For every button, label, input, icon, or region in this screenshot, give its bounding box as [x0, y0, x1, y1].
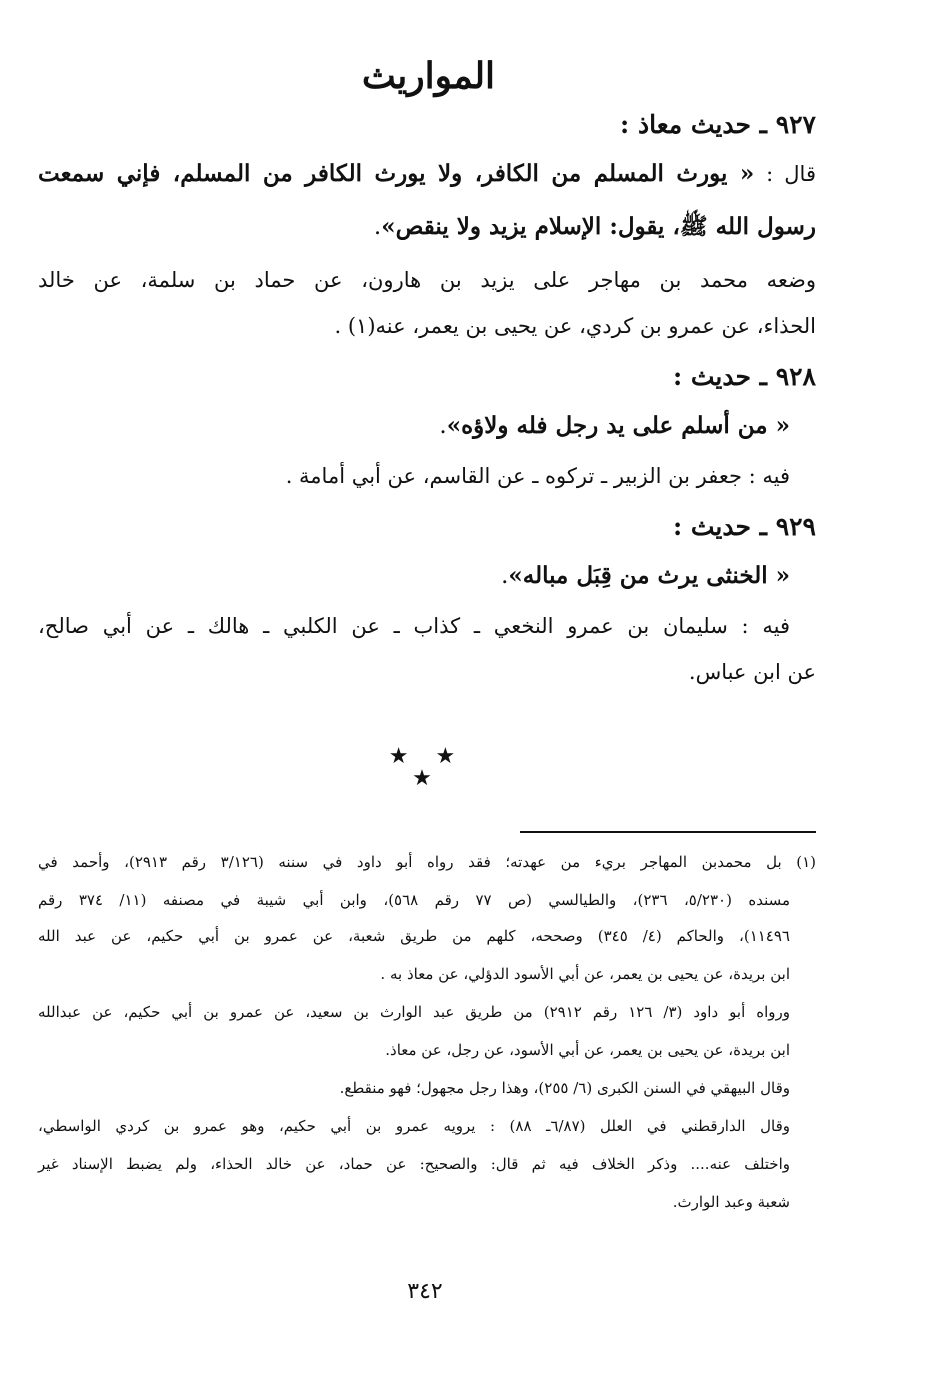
- page-number: ٣٤٢: [407, 1279, 443, 1304]
- hadith-928-matn-end: .: [439, 413, 447, 439]
- page-title: المواريث: [361, 55, 496, 97]
- section-separator-stars: ★ ★ ★: [388, 744, 466, 791]
- footnote-line-9: واختلف عنه.... وذكر الخلاف فيه ثم قال: والصحيح: عن حماد، عن خالد الحذاء، ولم يضبط الإسناد غير: [38, 1155, 790, 1173]
- footnote-line-6: ابن بريدة، عن يحيى بن يعمر، عن أبي الأسود، عن رجل، عن معاذ.: [385, 1041, 790, 1059]
- hadith-927-matn-1: « يورث المسلم من الكافر، ولا يورث الكافر من المسلم، فإني سمعت: [38, 160, 755, 187]
- footnote-line-7: وقال البيهقي في السنن الكبرى (٦/ ٢٥٥)، وهذا رجل مجهول؛ فهو منقطع.: [339, 1079, 790, 1097]
- hadith-927-note-line-1: وضعه محمد بن مهاجر على يزيد بن هارون، عن حماد بن سلمة، عن خالد: [38, 268, 816, 292]
- footnote-line-10: شعبة وعبد الوارث.: [672, 1193, 790, 1211]
- hadith-927-text-line-2: [300, 215, 816, 239]
- footnote-line-2: مسنده (٥/٢٣٠، ٢٣٦)، والطيالسي (ص ٧٧ رقم ٥٦٨)، وابن أبي شيبة في مصنفه (١١/ ٣٧٤ رقم: [38, 891, 791, 909]
- hadith-929-text: [500, 564, 790, 588]
- footnote-line-3: ١١٤٩٦)، والحاكم (٤/ ٣٤٥) وصححه، كلهم من طريق شعبة، عن عمرو بن أبي حكيم، عن عبد الله: [38, 927, 790, 945]
- hadith-928-matn: « من أسلم على يد رجل فله ولاؤه»: [446, 412, 790, 439]
- hadith-927-matn-2: رسول الله ﷺ، يقول: الإسلام يزيد ولا ينقص»: [381, 213, 816, 240]
- hadith-928-text: [420, 414, 790, 438]
- hadith-929-heading: ٩٢٩ ـ حديث :: [672, 512, 816, 541]
- footnote-line-4: ابن بريدة، عن يحيى بن يعمر، عن أبي الأسود الدؤلي، عن معاذ به .: [380, 965, 790, 983]
- hadith-927-matn-2-end: .: [373, 214, 382, 240]
- hadith-928-heading: ٩٢٨ ـ حديث :: [672, 362, 816, 391]
- hadith-929-note-line-2: عن ابن عباس.: [688, 660, 816, 684]
- footnote-line-8: وقال الدارقطني في العلل (٦/٨٧ـ ٨٨) : يرويه عمرو بن أبي حكيم، وهو عمرو بن كردي الواسطي،: [38, 1117, 790, 1135]
- hadith-929-matn: « الخنثى يرث من قِبَل مباله»: [508, 562, 790, 589]
- hadith-927-lead: قال :: [766, 162, 816, 186]
- footnote-line-5: ورواه أبو داود (٣/ ١٢٦ رقم ٢٩١٢) من طريق عبد الوارث بن سعيد، عن عمرو بن أبي حكيم، عن عبدالله: [38, 1003, 790, 1021]
- hadith-927-heading: ٩٢٧ ـ حديث معاذ :: [620, 110, 816, 139]
- footnote-line-1: (١) بل محمدبن المهاجر بريء من عهدته؛ فقد رواه أبو داود في سننه (٣/١٢٦ رقم ٢٩١٣)، وأحمد في: [38, 853, 816, 871]
- hadith-929-matn-end: .: [501, 563, 509, 589]
- hadith-927-note-line-2: الحذاء، عن عمرو بن كردي، عن يحيى بن يعمر، عنه(١) .: [334, 314, 816, 338]
- footnote-separator-rule: [520, 831, 816, 833]
- hadith-929-note-line-1: فيه : سليمان بن عمرو النخعي ـ كذاب ـ عن الكلبي ـ هالك ـ عن أبي صالح،: [38, 614, 790, 638]
- hadith-927-text-line-1: [38, 162, 816, 186]
- hadith-928-note: فيه : جعفر بن الزبير ـ تركوه ـ عن القاسم، عن أبي أمامة .: [285, 464, 790, 488]
